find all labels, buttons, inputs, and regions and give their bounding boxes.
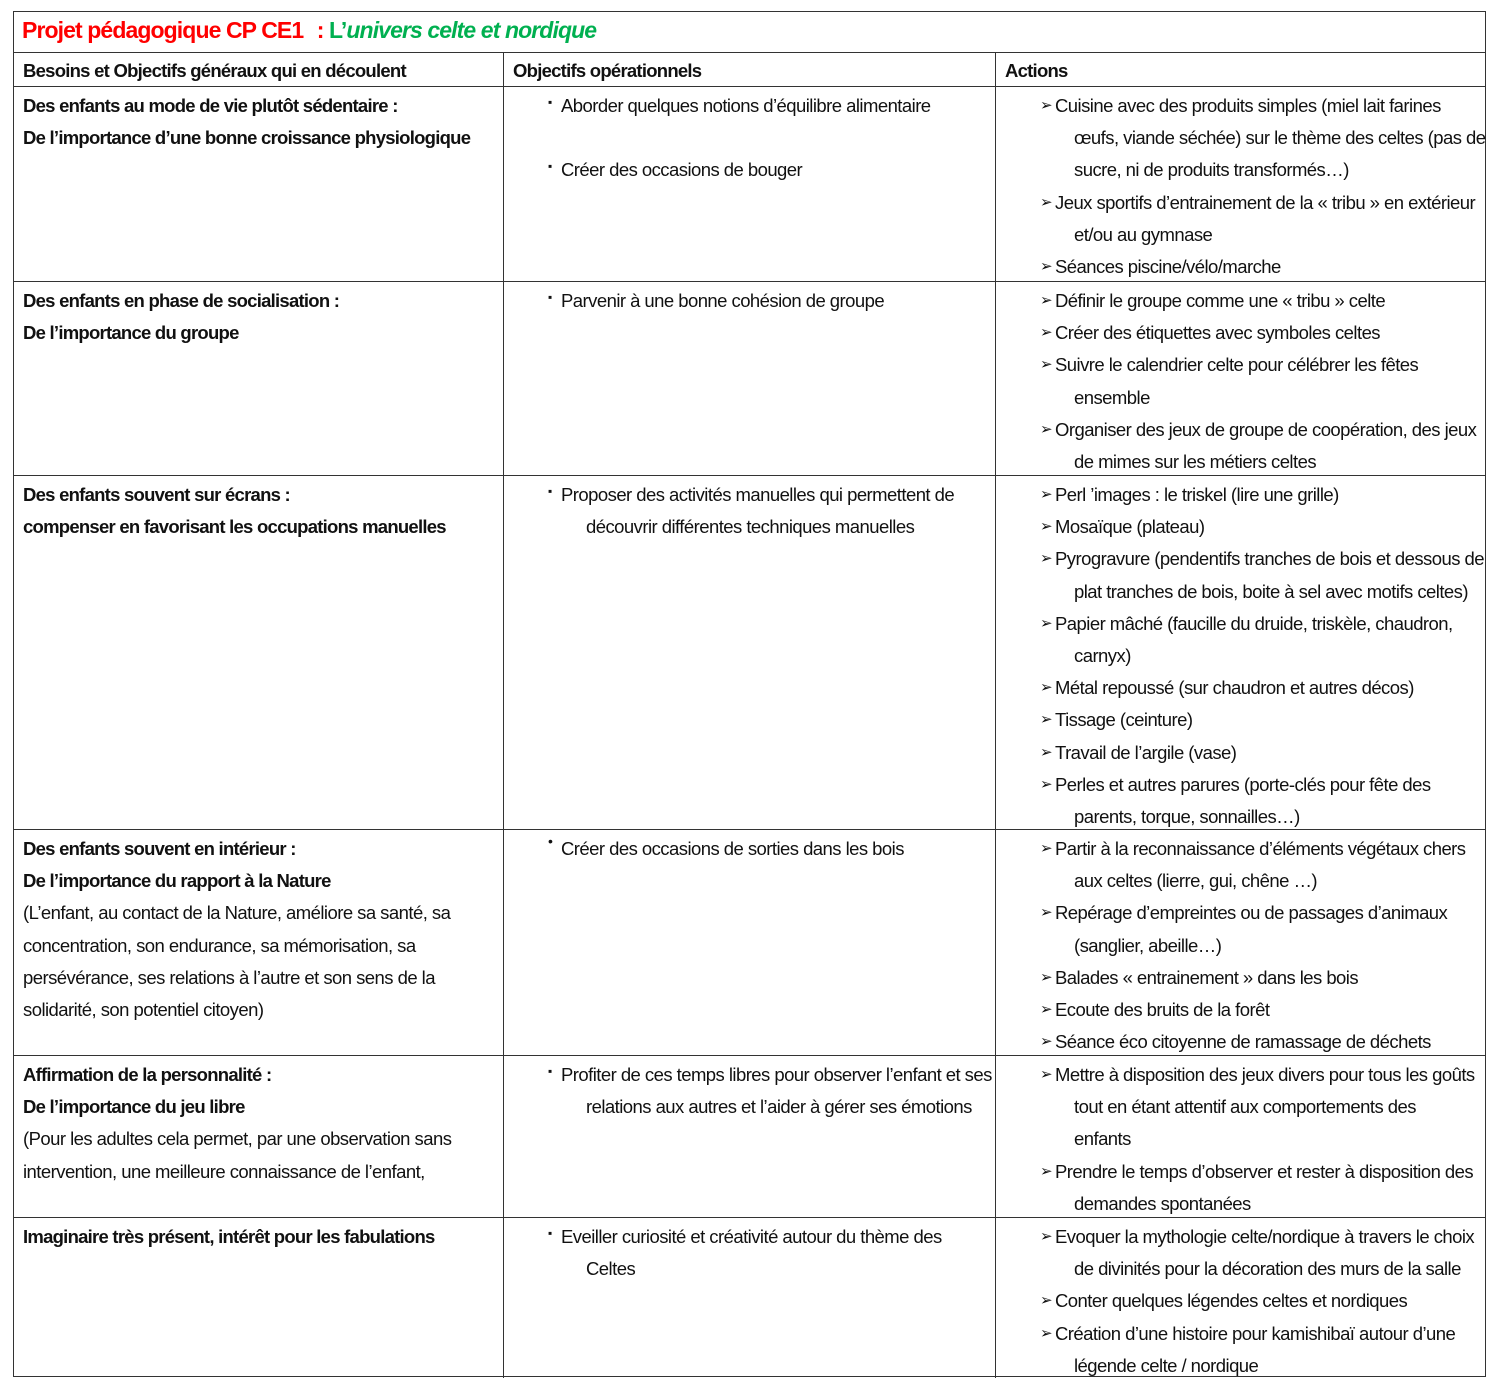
objectif-item bbox=[548, 1221, 995, 1285]
action-line: Tissage (ceinture) bbox=[1055, 709, 1193, 731]
action-line: Cuisine avec des produits simples (miel lait farines bbox=[1055, 95, 1441, 116]
square-bullet-icon: ▪ bbox=[548, 159, 553, 174]
table-row bbox=[14, 1218, 1485, 1378]
action-line: Conter quelques légendes celtes et nordiques bbox=[1055, 1290, 1408, 1312]
document-title bbox=[22, 17, 596, 44]
besoins-cell bbox=[14, 87, 504, 281]
action-line: de mimes sur les métiers celtes bbox=[1074, 451, 1317, 473]
action-item bbox=[1040, 672, 1485, 704]
besoin-heading-line: De l’importance du rapport à la Nature bbox=[23, 870, 331, 892]
arrow-bullet-icon: ➢ bbox=[1040, 1324, 1053, 1342]
action-item bbox=[1040, 90, 1485, 187]
arrow-bullet-icon: ➢ bbox=[1040, 356, 1053, 374]
action-item bbox=[1040, 543, 1485, 607]
besoin-heading-line: compenser en favorisant les occupations manuelles bbox=[23, 516, 446, 538]
action-item bbox=[1040, 1221, 1485, 1285]
arrow-bullet-icon: ➢ bbox=[1040, 1066, 1053, 1083]
square-bullet-icon: ▪ bbox=[548, 95, 553, 109]
action-line: Séance éco citoyenne de ramassage de déchets bbox=[1055, 1031, 1431, 1053]
besoin-detail-line: (L’enfant, au contact de la Nature, améliore sa santé, sa bbox=[23, 902, 451, 924]
action-line: Travail de l’argile (vase) bbox=[1055, 741, 1237, 763]
arrow-bullet-icon: ➢ bbox=[1040, 518, 1053, 536]
title-row bbox=[14, 12, 1485, 53]
arrow-bullet-icon: ➢ bbox=[1040, 743, 1053, 761]
action-item bbox=[1040, 479, 1485, 511]
besoin-heading-line: De l’importance du jeu libre bbox=[23, 1096, 245, 1118]
objectif-line: Celtes bbox=[586, 1258, 636, 1280]
action-line: tout en étant attentif aux comportements des bbox=[1074, 1096, 1416, 1118]
action-item bbox=[1040, 317, 1485, 349]
objectifs-cell bbox=[504, 476, 996, 829]
arrow-bullet-icon: ➢ bbox=[1040, 550, 1053, 568]
header-actions bbox=[996, 53, 1485, 86]
action-line: Séances piscine/vélo/marche bbox=[1055, 256, 1281, 278]
objectif-line: Profiter de ces temps libres pour observer l’enfant et ses bbox=[561, 1064, 992, 1085]
action-line: Prendre le temps d’observer et rester à disposition des bbox=[1055, 1160, 1474, 1182]
arrow-bullet-icon: ➢ bbox=[1040, 292, 1053, 309]
action-item bbox=[1040, 608, 1485, 672]
action-line: enfants bbox=[1074, 1128, 1131, 1150]
title-theme-prefix: L’ bbox=[329, 17, 347, 43]
action-item bbox=[1040, 962, 1485, 994]
header-actions-label: Actions bbox=[1005, 60, 1068, 81]
action-item bbox=[1040, 704, 1485, 736]
besoins-cell bbox=[14, 476, 504, 829]
objectifs-cell bbox=[504, 830, 996, 1055]
action-line: Ecoute des bruits de la forêt bbox=[1055, 999, 1270, 1021]
actions-cell bbox=[996, 87, 1485, 281]
arrow-bullet-icon: ➢ bbox=[1040, 968, 1053, 986]
action-item bbox=[1040, 897, 1485, 961]
action-line: Création d’une histoire pour kamishibaï autour d’une bbox=[1055, 1322, 1456, 1344]
action-line: Métal repoussé (sur chaudron et autres décos) bbox=[1055, 677, 1414, 699]
action-line: ensemble bbox=[1074, 386, 1150, 408]
action-line: Evoquer la mythologie celte/nordique à travers le choix bbox=[1055, 1226, 1475, 1247]
objectifs-cell bbox=[504, 87, 996, 281]
action-line: parents, torque, sonnailles…) bbox=[1074, 806, 1300, 828]
action-item bbox=[1040, 1156, 1485, 1220]
objectif-line: Aborder quelques notions d’équilibre alimentaire bbox=[561, 95, 931, 116]
objectif-item bbox=[548, 1059, 995, 1123]
table-row bbox=[14, 476, 1485, 830]
action-line: Balades « entrainement » dans les bois bbox=[1055, 966, 1359, 988]
square-bullet-icon: ▪ bbox=[548, 484, 553, 498]
objectif-line: Parvenir à une bonne cohésion de groupe bbox=[561, 290, 885, 311]
action-line: Repérage d’empreintes ou de passages d’animaux bbox=[1055, 902, 1448, 924]
actions-cell bbox=[996, 476, 1485, 829]
action-item bbox=[1040, 251, 1485, 283]
action-line: Suivre le calendrier celte pour célébrer les fêtes bbox=[1055, 354, 1419, 376]
besoins-cell bbox=[14, 1056, 504, 1217]
arrow-bullet-icon: ➢ bbox=[1040, 679, 1053, 697]
arrow-bullet-icon: ➢ bbox=[1040, 775, 1053, 793]
besoin-heading-line: Affirmation de la personnalité : bbox=[23, 1064, 272, 1085]
action-line: Mettre à disposition des jeux divers pour tous les goûts bbox=[1055, 1064, 1475, 1085]
actions-cell bbox=[996, 282, 1485, 475]
title-main: Projet pédagogique CP CE1 bbox=[22, 17, 304, 43]
action-line: Perles et autres parures (porte-clés pour fête des bbox=[1055, 773, 1431, 795]
header-objectifs bbox=[504, 53, 996, 86]
action-item bbox=[1040, 414, 1485, 478]
action-line: Pyrogravure (pendentifs tranches de bois et dessous de bbox=[1055, 548, 1484, 570]
objectifs-cell bbox=[504, 1056, 996, 1217]
objectifs-cell bbox=[504, 1218, 996, 1378]
action-item bbox=[1040, 1285, 1485, 1317]
besoin-detail-line: (Pour les adultes cela permet, par une observation sans bbox=[23, 1128, 452, 1150]
arrow-bullet-icon: ➢ bbox=[1040, 1033, 1053, 1051]
arrow-bullet-icon: ➢ bbox=[1040, 420, 1053, 438]
objectifs-cell bbox=[504, 282, 996, 475]
action-item bbox=[1040, 1026, 1485, 1058]
square-bullet-icon: ▪ bbox=[548, 1226, 553, 1240]
besoin-heading-line: De l’importance du groupe bbox=[23, 322, 239, 344]
actions-cell bbox=[996, 1056, 1485, 1217]
arrow-bullet-icon: ➢ bbox=[1040, 193, 1053, 211]
header-besoins-label: Besoins et Objectifs généraux qui en découlent bbox=[23, 60, 406, 81]
arrow-bullet-icon: ➢ bbox=[1040, 1162, 1053, 1180]
action-item bbox=[1040, 1318, 1485, 1382]
action-line: Partir à la reconnaissance d’éléments végétaux chers bbox=[1055, 838, 1466, 859]
action-line: Jeux sportifs d’entrainement de la « tribu » en extérieur bbox=[1055, 191, 1476, 213]
arrow-bullet-icon: ➢ bbox=[1040, 97, 1053, 114]
besoin-detail-line: persévérance, ses relations à l’autre et son sens de la bbox=[23, 966, 435, 988]
spacer bbox=[548, 122, 995, 154]
besoin-heading-line: Des enfants souvent en intérieur : bbox=[23, 838, 296, 859]
action-line: légende celte / nordique bbox=[1074, 1354, 1259, 1376]
besoin-heading-line: De l’importance d’une bonne croissance physiologique bbox=[23, 127, 471, 149]
arrow-bullet-icon: ➢ bbox=[1040, 258, 1053, 276]
action-line: demandes spontanées bbox=[1074, 1192, 1251, 1214]
action-item bbox=[1040, 349, 1485, 413]
objectif-item bbox=[548, 90, 995, 122]
title-separator: : bbox=[316, 17, 324, 43]
action-line: Perl ’images : le triskel (lire une grille) bbox=[1055, 484, 1339, 505]
action-item bbox=[1040, 1059, 1485, 1156]
objectif-line: Créer des occasions de bouger bbox=[561, 159, 803, 181]
action-item bbox=[1040, 737, 1485, 769]
arrow-bullet-icon: ➢ bbox=[1040, 711, 1053, 729]
besoin-heading-line: Imaginaire très présent, intérêt pour les fabulations bbox=[23, 1226, 435, 1247]
objectif-line: Créer des occasions de sorties dans les bois bbox=[561, 838, 904, 859]
besoins-cell bbox=[14, 282, 504, 475]
action-line: Papier mâché (faucille du druide, triskèle, chaudron, bbox=[1055, 612, 1453, 634]
objectif-line: relations aux autres et l’aider à gérer ses émotions bbox=[586, 1096, 972, 1118]
besoin-heading-line: Des enfants souvent sur écrans : bbox=[23, 484, 290, 505]
arrow-bullet-icon: ➢ bbox=[1040, 1292, 1053, 1310]
square-bullet-icon: ▪ bbox=[548, 1064, 553, 1078]
objectif-item bbox=[548, 479, 995, 543]
action-line: Mosaïque (plateau) bbox=[1055, 516, 1205, 538]
project-table bbox=[13, 11, 1486, 1377]
besoin-heading-line: Des enfants au mode de vie plutôt sédentaire : bbox=[23, 95, 398, 116]
action-item bbox=[1040, 994, 1485, 1026]
action-line: aux celtes (lierre, gui, chêne …) bbox=[1074, 870, 1318, 892]
action-item bbox=[1040, 769, 1485, 833]
besoin-detail-line: solidarité, son potentiel citoyen) bbox=[23, 999, 264, 1021]
header-besoins bbox=[14, 53, 504, 86]
arrow-bullet-icon: ➢ bbox=[1040, 614, 1053, 632]
action-line: Créer des étiquettes avec symboles celtes bbox=[1055, 322, 1381, 344]
objectif-item bbox=[548, 285, 995, 317]
objectif-item bbox=[548, 154, 995, 186]
actions-cell bbox=[996, 1218, 1485, 1378]
table-row bbox=[14, 282, 1485, 476]
actions-cell bbox=[996, 830, 1485, 1055]
besoin-detail-line: intervention, une meilleure connaissance de l’enfant, bbox=[23, 1160, 425, 1182]
objectif-line: Eveiller curiosité et créativité autour du thème des bbox=[561, 1226, 942, 1247]
header-objectifs-label: Objectifs opérationnels bbox=[513, 60, 702, 81]
arrow-bullet-icon: ➢ bbox=[1040, 1001, 1053, 1019]
arrow-bullet-icon: ➢ bbox=[1040, 840, 1053, 857]
arrow-bullet-icon: ➢ bbox=[1040, 324, 1053, 342]
title-theme: univers celte et nordique bbox=[346, 17, 597, 43]
header-row bbox=[14, 53, 1485, 87]
table-row bbox=[14, 830, 1485, 1056]
besoins-cell bbox=[14, 830, 504, 1055]
action-item bbox=[1040, 187, 1485, 251]
table-row bbox=[14, 87, 1485, 282]
round-bullet-icon: • bbox=[548, 833, 553, 849]
objectif-line: découvrir différentes techniques manuelles bbox=[586, 516, 915, 538]
besoins-cell bbox=[14, 1218, 504, 1378]
action-line: œufs, viande séchée) sur le thème des celtes (pas de bbox=[1074, 127, 1486, 149]
action-item bbox=[1040, 511, 1485, 543]
besoin-detail-line: concentration, son endurance, sa mémorisation, sa bbox=[23, 934, 416, 956]
objectif-item bbox=[548, 833, 995, 865]
action-line: (sanglier, abeille…) bbox=[1074, 934, 1222, 956]
action-line: carnyx) bbox=[1074, 645, 1131, 667]
action-line: Organiser des jeux de groupe de coopération, des jeux bbox=[1055, 418, 1477, 440]
action-line: Définir le groupe comme une « tribu » celte bbox=[1055, 290, 1386, 311]
action-line: sucre, ni de produits transformés…) bbox=[1074, 159, 1349, 181]
action-item bbox=[1040, 833, 1485, 897]
arrow-bullet-icon: ➢ bbox=[1040, 1228, 1053, 1245]
arrow-bullet-icon: ➢ bbox=[1040, 904, 1053, 922]
table-row bbox=[14, 1056, 1485, 1218]
objectif-line: Proposer des activités manuelles qui permettent de bbox=[561, 484, 955, 505]
action-line: de divinités pour la décoration des murs de la salle bbox=[1074, 1258, 1461, 1280]
action-item bbox=[1040, 285, 1485, 317]
action-line: plat tranches de bois, boite à sel avec motifs celtes) bbox=[1074, 580, 1468, 602]
besoin-heading-line: Des enfants en phase de socialisation : bbox=[23, 290, 340, 311]
arrow-bullet-icon: ➢ bbox=[1040, 486, 1053, 503]
action-line: et/ou au gymnase bbox=[1074, 223, 1213, 245]
square-bullet-icon: ▪ bbox=[548, 290, 553, 304]
